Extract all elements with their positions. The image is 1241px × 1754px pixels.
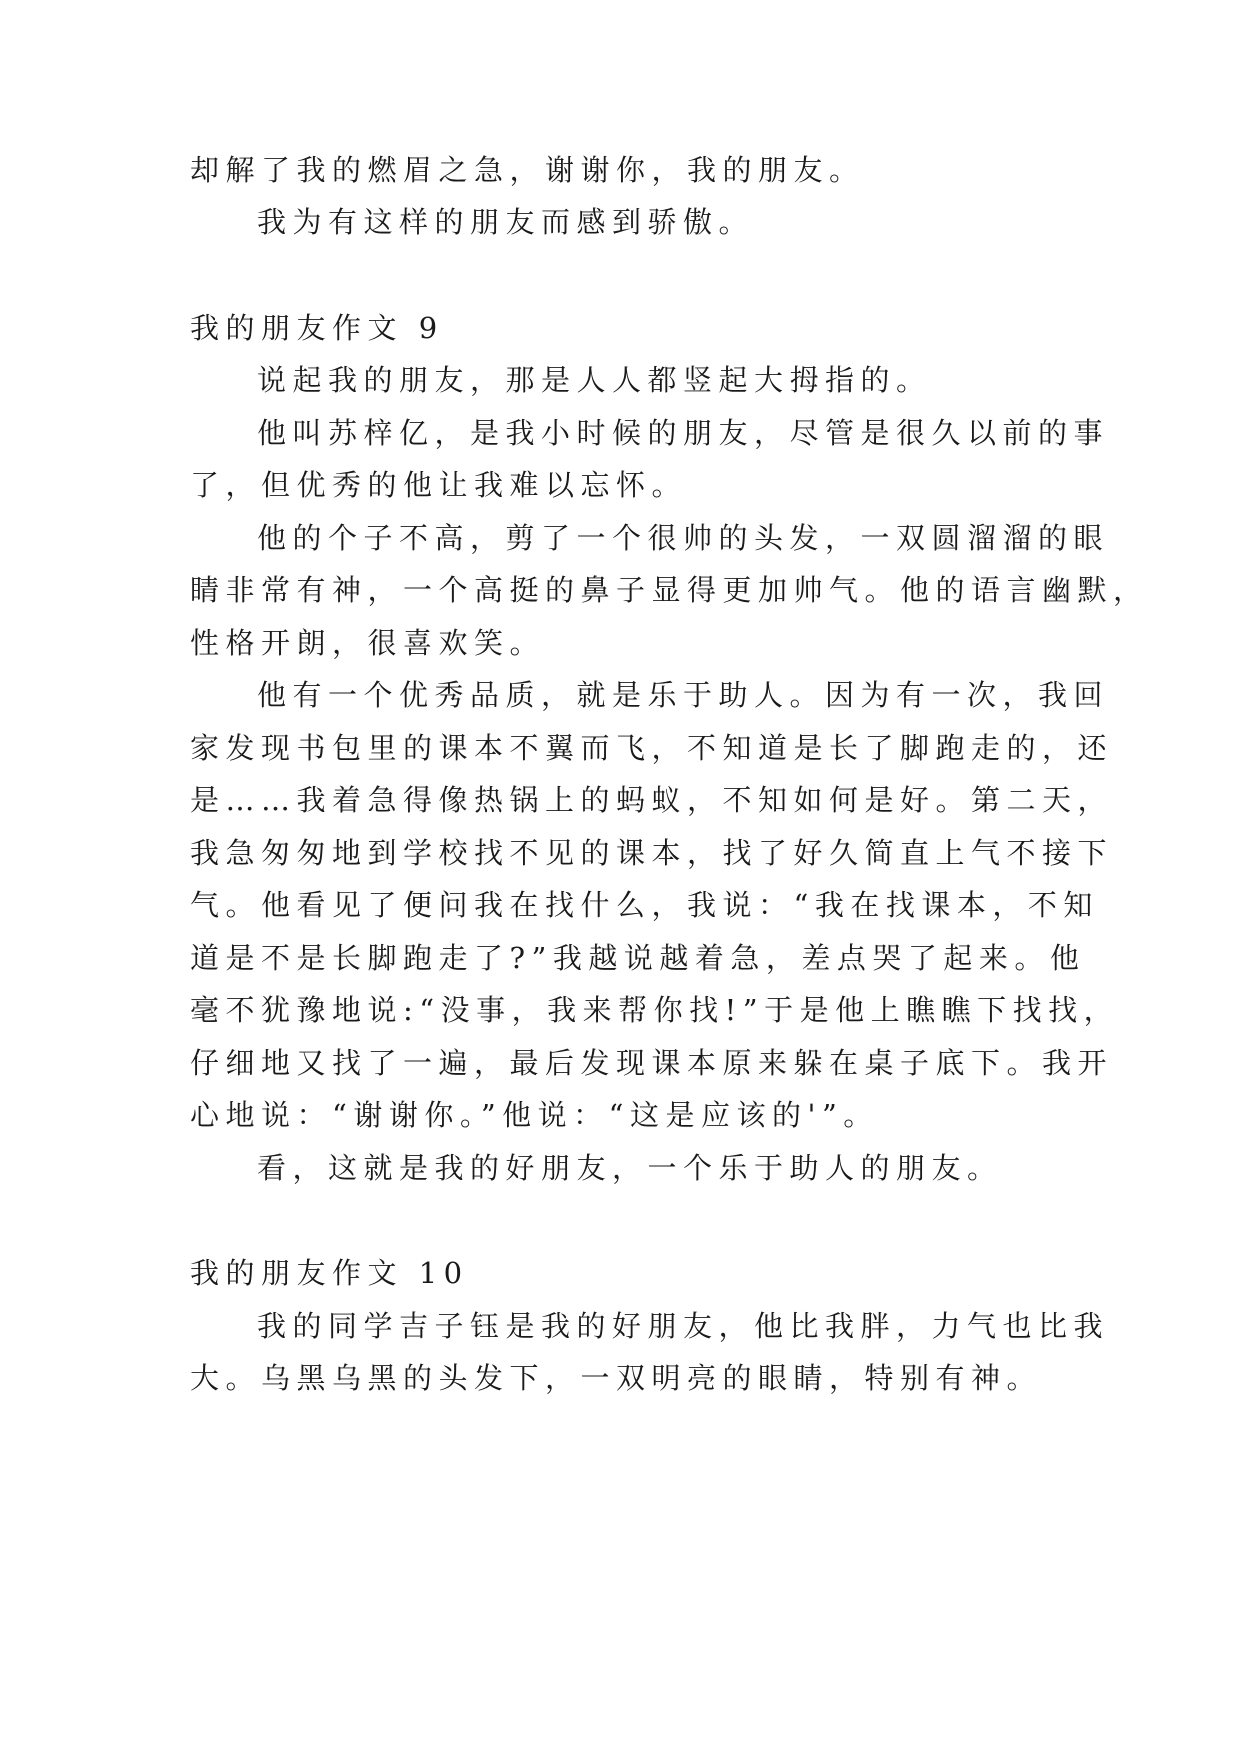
paragraph-line: 他的个子不高，剪了一个很帅的头发，一双圆溜溜的眼 [257,521,1110,555]
paragraph-line: 却解了我的燃眉之急，谢谢你，我的朋友。 [190,153,865,187]
paragraph-line: 了，但优秀的他让我难以忘怀。 [190,468,688,502]
paragraph-line: 我为有这样的朋友而感到骄傲。 [257,205,755,239]
section-heading: 我的朋友作文 9 [190,311,444,345]
paragraph-line: 心地说：“谢谢你。”他说：“这是应该的'”。 [190,1098,879,1132]
paragraph-line: 我急匆匆地到学校找不见的课本，找了好久简直上气不接下 [190,836,1114,870]
paragraph-line: 大。乌黑乌黑的头发下，一双明亮的眼睛，特别有神。 [190,1361,1043,1395]
paragraph-line: 他有一个优秀品质，就是乐于助人。因为有一次，我回 [257,678,1110,712]
paragraph-line: 说起我的朋友，那是人人都竖起大拇指的。 [257,363,932,397]
paragraph-line: 道是不是长脚跑走了?”我越说越着急，差点哭了起来。他 [190,941,1086,975]
paragraph-line: 是……我着急得像热锅上的蚂蚁，不知如何是好。第二天， [190,783,1114,817]
paragraph-line: 睛非常有神，一个高挺的鼻子显得更加帅气。他的语言幽默， [190,573,1149,607]
paragraph-line: 毫不犹豫地说:“没事，我来帮你找!”于是他上瞧瞧下找找， [190,993,1120,1027]
paragraph-line: 仔细地又找了一遍，最后发现课本原来躲在桌子底下。我开 [190,1046,1114,1080]
section-heading: 我的朋友作文 10 [190,1256,469,1290]
paragraph-line: 性格开朗，很喜欢笑。 [190,626,546,660]
paragraph-line: 气。他看见了便问我在找什么，我说：“我在找课本，不知 [190,888,1099,922]
paragraph-line: 我的同学吉子钰是我的好朋友，他比我胖，力气也比我 [257,1309,1110,1343]
paragraph-line: 他叫苏梓亿，是我小时候的朋友，尽管是很久以前的事 [257,416,1110,450]
paragraph-line: 家发现书包里的课本不翼而飞，不知道是长了脚跑走的，还 [190,731,1114,765]
paragraph-line: 看，这就是我的好朋友，一个乐于助人的朋友。 [257,1151,1003,1185]
